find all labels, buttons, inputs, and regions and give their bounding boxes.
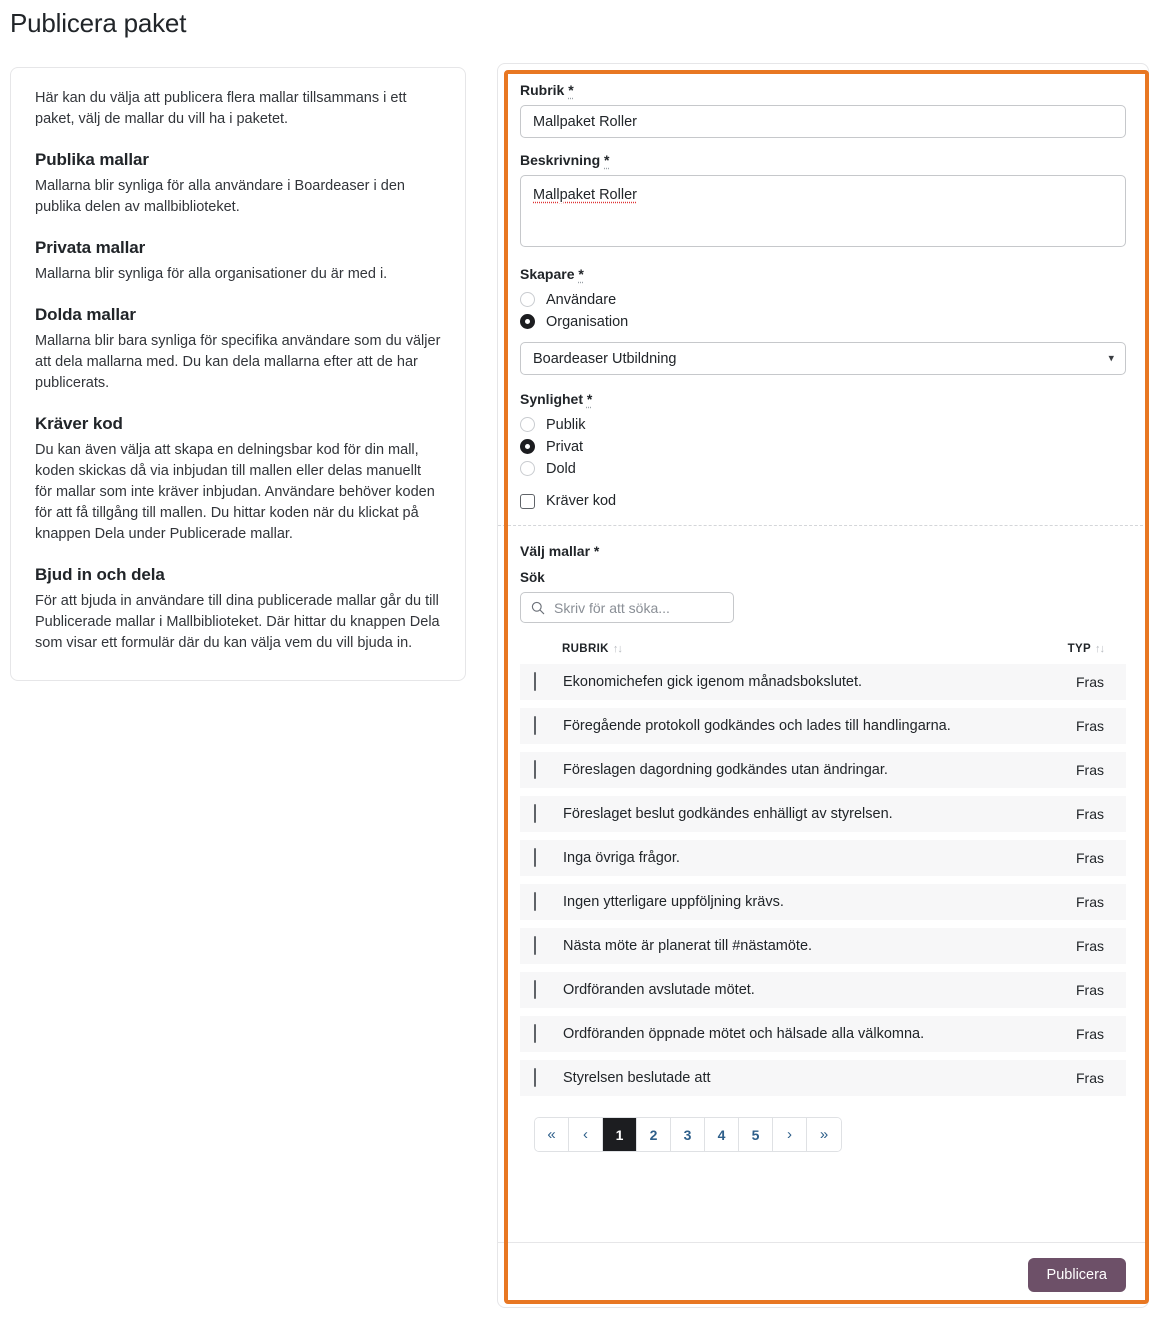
field-rubrik bbox=[520, 82, 1126, 138]
row-spacer bbox=[520, 700, 1126, 708]
info-body-bjud-in-och-dela: För att bjuda in användare till dina publicerade mallar går du till Publicerade mallar i Mallbiblioteket. Där hittar du knappen Dela som visar ett formulär där du kan välja vem du vill bjuda in. bbox=[35, 593, 440, 651]
row-title: Ordföranden öppnade mötet och hälsade alla välkomna. bbox=[562, 1016, 1030, 1052]
column-header-rubrik-label: RUBRIK bbox=[562, 643, 609, 655]
column-header-rubrik[interactable] bbox=[520, 643, 1030, 664]
skapare-label bbox=[520, 266, 1126, 282]
row-checkbox-cell[interactable] bbox=[520, 1060, 562, 1096]
table-row[interactable] bbox=[520, 840, 1126, 876]
info-lead-text: Här kan du välja att publicera flera mallar tillsammans i ett paket, välj de mallar du vill ha i paketet. bbox=[35, 90, 407, 127]
pagination-page-4[interactable]: 4 bbox=[705, 1118, 739, 1151]
rubrik-label-text: Rubrik bbox=[520, 82, 565, 98]
row-title: Föreslaget beslut godkändes enhälligt av styrelsen. bbox=[562, 796, 1030, 832]
table-row[interactable] bbox=[520, 972, 1126, 1008]
row-checkbox-cell[interactable] bbox=[520, 796, 562, 832]
beskrivning-label bbox=[520, 152, 1126, 168]
table-row[interactable] bbox=[520, 1016, 1126, 1052]
pagination-page-3[interactable]: 3 bbox=[671, 1118, 705, 1151]
checkbox-icon-unchecked[interactable] bbox=[534, 716, 536, 735]
radio-label: Användare bbox=[546, 291, 617, 308]
radio-skapare-anvandare[interactable] bbox=[520, 289, 1126, 310]
row-checkbox-cell[interactable] bbox=[520, 840, 562, 876]
radio-label: Organisation bbox=[546, 313, 629, 330]
search-label: Sök bbox=[520, 570, 545, 585]
row-spacer bbox=[520, 788, 1126, 796]
pagination-page-2[interactable]: 2 bbox=[637, 1118, 671, 1151]
field-beskrivning bbox=[520, 152, 1126, 252]
table-header-row bbox=[520, 643, 1126, 664]
row-checkbox-cell[interactable] bbox=[520, 884, 562, 920]
synlighet-label bbox=[520, 391, 1126, 407]
row-spacer bbox=[520, 1052, 1126, 1060]
info-heading-kraver-kod: Kräver kod bbox=[35, 414, 123, 433]
pagination-page-5[interactable]: 5 bbox=[739, 1118, 773, 1151]
table-row[interactable] bbox=[520, 884, 1126, 920]
checkbox-icon-unchecked[interactable] bbox=[534, 892, 536, 911]
publish-button[interactable]: Publicera bbox=[1028, 1258, 1126, 1292]
valj-mallar-title: Välj mallar * bbox=[520, 543, 600, 559]
checkbox-icon-unchecked[interactable] bbox=[534, 1024, 536, 1043]
chevron-updown-icon: ▾ bbox=[1108, 352, 1114, 364]
row-spacer bbox=[520, 832, 1126, 840]
rubrik-input[interactable] bbox=[520, 105, 1126, 138]
checkbox-icon-unchecked[interactable] bbox=[534, 760, 536, 779]
row-spacer bbox=[520, 920, 1126, 928]
column-header-typ[interactable] bbox=[1030, 643, 1126, 664]
info-body-kraver-kod: Du kan även välja att skapa en delningsbar kod för din mall, koden skickas då via inbjudan till mallen eller delas manuellt för mallar som inte kräver inbjudan. Användare behöver koden för att få tillgång till mallen. Du hittar koden när du klickat på knappen Dela under Publicerade mallar. bbox=[35, 442, 435, 542]
checkbox-label: Kräver kod bbox=[546, 493, 617, 509]
checkbox-icon-unchecked[interactable] bbox=[534, 1068, 536, 1087]
radio-icon-unselected bbox=[520, 417, 535, 432]
checkbox-icon-unchecked[interactable] bbox=[534, 936, 536, 955]
radio-synlighet-dold[interactable] bbox=[520, 458, 1126, 479]
pagination-first[interactable]: « bbox=[535, 1118, 569, 1151]
radio-icon-unselected bbox=[520, 461, 535, 476]
row-title: Ingen ytterligare uppföljning krävs. bbox=[562, 884, 1030, 920]
info-body-publika-mallar: Mallarna blir synliga för alla användare i Boardeaser i den publika delen av mallbiblioteket. bbox=[35, 178, 405, 215]
templates-table bbox=[520, 643, 1126, 1096]
row-type: Fras bbox=[1030, 840, 1126, 876]
row-spacer bbox=[520, 1008, 1126, 1016]
pagination bbox=[534, 1117, 842, 1152]
checkbox-icon-unchecked[interactable] bbox=[534, 848, 536, 867]
table-row[interactable] bbox=[520, 928, 1126, 964]
table-row[interactable] bbox=[520, 1060, 1126, 1096]
radio-skapare-organisation[interactable] bbox=[520, 311, 1126, 332]
row-spacer bbox=[520, 964, 1126, 972]
row-spacer bbox=[520, 744, 1126, 752]
table-row[interactable] bbox=[520, 752, 1126, 788]
row-spacer bbox=[520, 876, 1126, 884]
row-checkbox-cell[interactable] bbox=[520, 752, 562, 788]
info-card bbox=[10, 67, 466, 681]
row-checkbox-cell[interactable] bbox=[520, 1016, 562, 1052]
beskrivning-label-text: Beskrivning bbox=[520, 152, 601, 168]
pagination-prev[interactable]: ‹ bbox=[569, 1118, 603, 1151]
radio-label: Privat bbox=[546, 438, 584, 455]
sort-icon[interactable]: ↑↓ bbox=[612, 643, 622, 655]
radio-icon-selected bbox=[520, 314, 535, 329]
field-skapare bbox=[520, 266, 1126, 375]
radio-synlighet-privat[interactable] bbox=[520, 436, 1126, 457]
info-body-dolda-mallar: Mallarna blir bara synliga för specifika användare som du väljer att dela mallarna med. Du kan dela mallarna efter att de har publicerats. bbox=[35, 333, 441, 391]
row-type: Fras bbox=[1030, 664, 1126, 700]
rubrik-label bbox=[520, 82, 1126, 98]
row-title: Nästa möte är planerat till #nästamöte. bbox=[562, 928, 1030, 964]
row-title: Föreslagen dagordning godkändes utan ändringar. bbox=[562, 752, 1030, 788]
radio-icon-unselected bbox=[520, 292, 535, 307]
skapare-label-text: Skapare bbox=[520, 266, 575, 282]
form-footer bbox=[498, 1242, 1148, 1307]
radio-icon-selected bbox=[520, 439, 535, 454]
row-checkbox-cell[interactable] bbox=[520, 708, 562, 744]
info-heading-bjud-in-och-dela: Bjud in och dela bbox=[35, 565, 165, 584]
row-checkbox-cell[interactable] bbox=[520, 664, 562, 700]
organisation-select[interactable] bbox=[520, 342, 1126, 375]
row-title: Ekonomichefen gick igenom månadsbokslutet. bbox=[562, 664, 1030, 700]
row-type: Fras bbox=[1030, 752, 1126, 788]
organisation-select-wrap bbox=[520, 342, 1126, 375]
radio-label: Dold bbox=[546, 460, 576, 477]
required-marker: * bbox=[586, 391, 593, 407]
row-type: Fras bbox=[1030, 708, 1126, 744]
row-checkbox-cell[interactable] bbox=[520, 928, 562, 964]
pagination-page-1[interactable]: 1 bbox=[603, 1118, 637, 1151]
checkbox-icon-unchecked[interactable] bbox=[534, 980, 536, 999]
field-synlighet bbox=[520, 391, 1126, 509]
table-row[interactable] bbox=[520, 664, 1126, 700]
checkbox-kraver-kod[interactable] bbox=[520, 493, 1126, 509]
checkbox-icon-unchecked bbox=[520, 494, 535, 509]
table-row[interactable] bbox=[520, 796, 1126, 832]
info-heading-dolda-mallar: Dolda mallar bbox=[35, 305, 136, 324]
row-checkbox-cell[interactable] bbox=[520, 972, 562, 1008]
row-type: Fras bbox=[1030, 796, 1126, 832]
checkbox-icon-unchecked[interactable] bbox=[534, 672, 536, 691]
row-type: Fras bbox=[1030, 928, 1126, 964]
row-title: Styrelsen beslutade att bbox=[562, 1060, 1030, 1096]
publish-form-card bbox=[497, 63, 1149, 1308]
form-body bbox=[498, 64, 1148, 1152]
row-type: Fras bbox=[1030, 1016, 1126, 1052]
row-title: Ordföranden avslutade mötet. bbox=[562, 972, 1030, 1008]
search-input[interactable] bbox=[520, 592, 734, 623]
pagination-next[interactable]: › bbox=[773, 1118, 807, 1151]
search-field-wrap bbox=[520, 592, 734, 623]
row-type: Fras bbox=[1030, 1060, 1126, 1096]
info-heading-privata-mallar: Privata mallar bbox=[35, 238, 146, 257]
row-type: Fras bbox=[1030, 884, 1126, 920]
info-body-privata-mallar: Mallarna blir synliga för alla organisationer du är med i. bbox=[35, 266, 388, 282]
sort-icon[interactable]: ↑↓ bbox=[1095, 643, 1104, 655]
synlighet-label-text: Synlighet bbox=[520, 391, 584, 407]
info-heading-publika-mallar: Publika mallar bbox=[35, 150, 149, 169]
table-head bbox=[520, 643, 1126, 664]
pagination-last[interactable]: » bbox=[807, 1118, 841, 1151]
required-marker: * bbox=[568, 82, 574, 98]
checkbox-icon-unchecked[interactable] bbox=[534, 804, 536, 823]
page-title: Publicera paket bbox=[10, 8, 187, 38]
required-marker: * bbox=[604, 152, 610, 168]
section-divider bbox=[498, 525, 1148, 526]
column-header-typ-label: TYP bbox=[1067, 643, 1091, 655]
beskrivning-textarea[interactable] bbox=[520, 175, 1126, 247]
table-body bbox=[520, 664, 1126, 1096]
radio-synlighet-publik[interactable] bbox=[520, 414, 1126, 435]
row-title: Föregående protokoll godkändes och lades till handlingarna. bbox=[562, 708, 1030, 744]
required-marker: * bbox=[578, 266, 584, 282]
row-title: Inga övriga frågor. bbox=[562, 840, 1030, 876]
radio-label: Publik bbox=[546, 416, 586, 433]
row-type: Fras bbox=[1030, 972, 1126, 1008]
table-row[interactable] bbox=[520, 708, 1126, 744]
